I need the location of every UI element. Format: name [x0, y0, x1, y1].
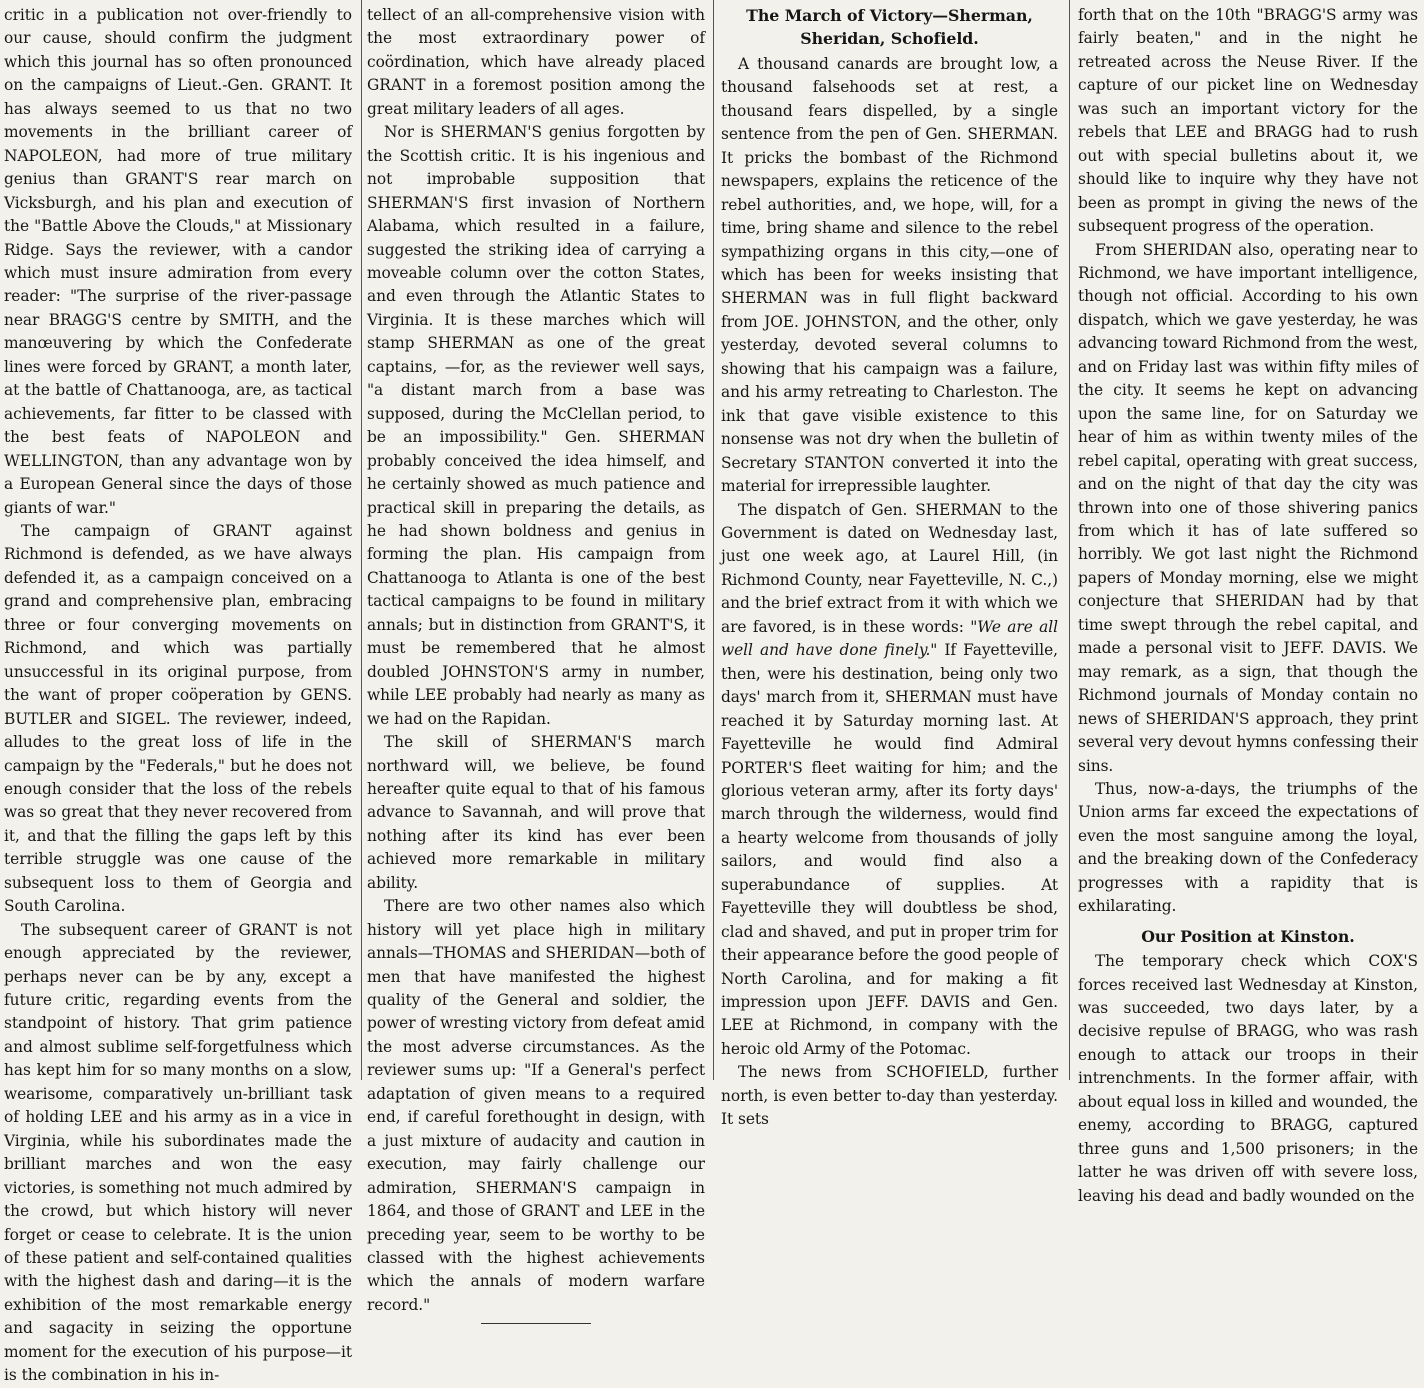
col2-paragraph-4: There are two other names also which history will yet place high in military annals—THOMAS and SHERIDAN—both of men that have manifested the highest quality of the General and soldier, the power of wresting victory from defeat amid the most adverse circumstances. As the reviewer sums up: "If a General's perfect adaptation of given means to a required end, if careful forethought in design, with a just mixture of audacity and caution in execution, may fairly challenge our admiration, SHERMAN'S campaign in 1864, and those of GRANT and LEE in the preceding year, seem to be worthy to be classed with the highest achievements which the annals of modern warfare record."	[367, 897, 705, 1314]
column-rule-2	[713, 0, 714, 1080]
col3-paragraph-3: The news from SCHOFIELD, further north, is even better to-day than yesterday. It sets	[721, 1063, 1058, 1129]
column-1	[4, 4, 352, 1385]
col2-paragraph-1: tellect of an all-comprehensive vision with the most extraordinary power of coördination, which have already placed GRANT in a foremost position among the great military leaders of all ages.	[367, 6, 705, 118]
column-rule-3	[1069, 0, 1070, 1080]
col1-paragraph-1: critic in a publication not over-friendly to our cause, should confirm the judgment which this journal has so often pronounced on the campaigns of Lieut.-Gen. GRANT. It has always seemed to us that no two movements in the brilliant career of NAPOLEON, had more of true military genius than GRANT'S rear march on Vicksburgh, and his plan and execution of the "Battle Above the Clouds," at Missionary Ridge. Says the reviewer, with a candor which must insure admiration from every reader: "The surprise of the river-passage near BRAGG'S centre by SMITH, and the manœuvering by which the Confederate lines were forced by GRANT, a month later, at the battle of Chattanooga, are, as tactical achievements, far fitter to be classed with the best feats of NAPOLEON and WELLINGTON, than any advantage won by a European General since the days of those giants of war."	[4, 6, 352, 517]
col3-paragraph-2-text-b: If Fayetteville, then, were his destination, being only two days' march from it, SHERMAN must have reached it by Saturday morning last. At Fayetteville he would find Admiral PORTER'S fleet waiting for him; and the glorious veteran army, after its forty days' march through the wilderness, would find a hearty welcome from thousands of jolly sailors, and would find also a superabundance of supplies. At Fayetteville they will doubtless be shod, clad and shaved, and put in proper trim for their appearance before the good people of North Carolina, and for making a fit impression upon JEFF. DAVIS and Gen. LEE at Richmond, in company with the heroic old Army of the Potomac.	[721, 641, 1059, 1058]
col3-paragraph-1: A thousand canards are brought low, a thousand falsehoods set at rest, a thousand fears dispelled, by a single sentence from the pen of Gen. SHERMAN. It pricks the bombast of the Richmond newspapers, explains the reticence of the rebel authorities, and, we hope, will, for a time, bring shame and silence to the rebel sympathizing organs in this city,—one of which has been for weeks insisting that SHERMAN was in full flight backward from JOE. JOHNSTON, and the other, only yesterday, devoted several columns to showing that his campaign was a failure, and his army retreating to Charleston. The ink that gave visible existence to this nonsense was not dry when the bulletin of Secretary STANTON converted it into the material for irrepressible laughter.	[721, 54, 1058, 496]
col4-paragraph-1: forth that on the 10th "BRAGG'S army was fairly beaten," and in the night he retreated across the Neuse River. If the capture of our picket line on Wednesday was such an important victory for the rebels that LEE and BRAGG had to rush out with special bulletins about it, we should like to inquire why they have not been as prompt in giving the news of the subsequent progress of the operation.	[1078, 6, 1418, 236]
headline-position-at-kinston: Our Position at Kinston.	[1141, 926, 1355, 946]
column-4	[1078, 4, 1418, 1205]
col2-paragraph-3: The skill of SHERMAN'S march northward will, we believe, be found hereafter quite equal to that of his famous advance to Savannah, and will prove that nothing after its kind has ever been achieved more remarkable in military ability.	[367, 733, 705, 892]
col4-paragraph-3: Thus, now-a-days, the triumphs of the Union arms far exceed the expectations of even the most sanguine among the loyal, and the breaking down of the Confederacy progresses with a rapidity that is exhilarating.	[1078, 779, 1418, 916]
headline-march-of-victory: The March of Victory—Sherman, Sheridan, Schofield.	[746, 6, 1033, 49]
col1-paragraph-2: The campaign of GRANT against Richmond is defended, as we have always defended it, as a campaign conceived on a grand and comprehensive plan, embracing three or four converging movements on Richmond, and which was partially unsuccessful in its original purpose, from the want of proper coöperation by GENS. BUTLER and SIGEL. The reviewer, indeed, alludes to the great loss of life in the campaign by the "Federals," but he does not enough consider that the loss of the rebels was so great that they never recovered from it, and that the filling the gaps left by this terrible struggle was one cause of the subsequent loss to them of Georgia and South Carolina.	[4, 521, 352, 916]
column-2	[367, 4, 705, 1314]
col2-paragraph-2: Nor is SHERMAN'S genius forgotten by the Scottish critic. It is his ingenious and not improbable supposition that SHERMAN'S first invasion of Northern Alabama, which resulted in a failure, suggested the striking idea of carrying a moveable column over the cotton States, and even through the Atlantic States to Virginia. It is these marches which will stamp SHERMAN as one of the great captains, —for, as the reviewer well says, "a distant march from a base was supposed, during the McClellan period, to be an impossibility." Gen. SHERMAN probably conceived the idea himself, and he certainly showed as much patience and practical skill in preparing the details, as he had shown boldness and genius in forming the plan. His campaign from Chattanooga to Atlanta is one of the best tactical campaigns to be found in military annals; but in distinction from GRANT'S, it must be remembered that he almost doubled JOHNSTON'S army in number, while LEE probably had nearly as many as we had on the Rapidan.	[367, 123, 705, 728]
sherman-quote: "We are all well and have done finely."	[721, 617, 1059, 660]
column-rule-1	[361, 0, 362, 1080]
column-3	[721, 4, 1059, 1129]
col4-paragraph-2: From SHERIDAN also, operating near to Richmond, we have important intelligence, though not official. According to his own dispatch, which we gave yesterday, he was advancing toward Richmond from the west, and on Friday last was within fifty miles of the city. It seems he kept on advancing upon the same line, for on Saturday we hear of him as within twenty miles of the rebel capital, operating with great success, and on the night of that day the city was thrown into one of those shivering panics from which it has of late suffered so horribly. We got last night the Richmond papers of Monday morning, else we might conjecture that SHERIDAN had by that time swept through the rebel capital, and made a personal visit to JEFF. DAVIS. We may remark, as a sign, that though the Richmond journals of Monday contain no news of SHERIDAN'S approach, they print several very devout hymns confessing their sins.	[1078, 240, 1418, 775]
col3-paragraph-2-text-a: The dispatch of Gen. SHERMAN to the Government is dated on Wednesday last, just one week ago, at Laurel Hill, (in Richmond County, near Fayetteville, N. C.,) and the brief extract from it with which we are favored, is in these words:	[721, 500, 1058, 636]
col3-paragraph-2	[721, 499, 1058, 1062]
article-end-rule	[481, 1323, 591, 1324]
col1-paragraph-3: The subsequent career of GRANT is not enough appreciated by the reviewer, perhaps never can be by any, except a future critic, regarding events from the standpoint of history. That grim patience and almost sublime self-forgetfulness which has kept him for so many months on a slow, wearisome, comparatively un-brilliant task of holding LEE and his army as in a vice in Virginia, while his subordinates made the brilliant marches and won the easy victories, is something not much admired by the crowd, but which history will never forget or cease to celebrate. It is the union of these patient and self-contained qualities with the highest dash and daring—it is the exhibition of the most remarkable energy and sagacity in seizing the opportune moment for the execution of his purpose—it is the combination in his in-	[4, 920, 352, 1385]
col4-paragraph-4: The temporary check which COX'S forces received last Wednesday at Kinston, was succeeded, two days later, by a decisive repulse of BRAGG, who was rash enough to attack our troops in their intrenchments. In the former affair, with about equal loss in killed and wounded, the enemy, according to BRAGG, captured three guns and 1,500 prisoners; in the latter he was driven off with severe loss, leaving his dead and badly wounded on the	[1078, 952, 1418, 1205]
